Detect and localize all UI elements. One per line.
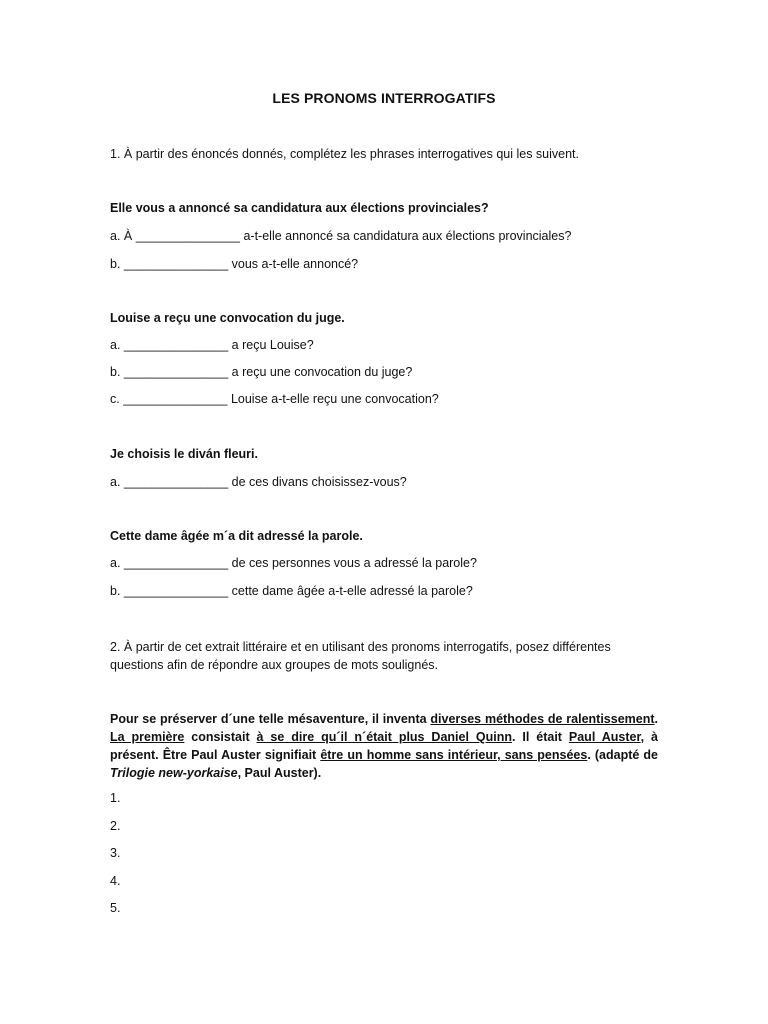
question-item: a. À _______________ a-t-elle annoncé sa candidatura aux élections provinciales? — [110, 229, 572, 243]
book-title: Trilogie new-yorkaise — [110, 766, 238, 780]
answer-number: 4. — [110, 874, 121, 888]
passage-text: . — [654, 712, 658, 726]
question-item: b. _______________ cette dame âgée a-t-elle adressé la parole? — [110, 584, 473, 598]
question-item: b. _______________ a reçu une convocation du juge? — [110, 365, 413, 379]
underlined-group: La première — [110, 730, 185, 744]
statement-3: Je choisis le diván fleuri. — [110, 447, 258, 461]
answer-number: 2. — [110, 819, 121, 833]
statement-2: Louise a reçu une convocation du juge. — [110, 311, 345, 325]
passage-text: . Il était — [511, 730, 569, 744]
answer-number: 5. — [110, 901, 121, 915]
passage-text: . (adapté de — [587, 748, 658, 762]
passage-text: consistait — [184, 730, 257, 744]
question-item: a. _______________ a reçu Louise? — [110, 338, 314, 352]
statement-1: Elle vous a annoncé sa candidatura aux élections provinciales? — [110, 201, 489, 215]
answer-number: 3. — [110, 846, 121, 860]
underlined-group: être un homme sans intérieur, sans pensées — [320, 748, 588, 762]
passage-text: , à présent. Être Paul Auster signifiait — [110, 730, 659, 762]
underlined-group: à se dire qu´il n´était plus Daniel Quinn — [256, 730, 512, 744]
question-item: b. _______________ vous a-t-elle annoncé? — [110, 257, 359, 271]
statement-4: Cette dame âgée m´a dit adressé la parole. — [110, 529, 363, 543]
answer-number: 1. — [110, 791, 121, 805]
passage-text: Pour se préserver d´une telle mésaventure, il inventa — [110, 712, 431, 726]
question-item: a. _______________ de ces divans choisissez-vous? — [110, 475, 407, 489]
passage-text: , Paul Auster). — [237, 766, 322, 780]
exercise2-instruction: 2. À partir de cet extrait littéraire et en utilisant des pronoms interrogatifs, posez différentes questions afin de répondre aux groupes de mots soulignés. — [110, 640, 611, 672]
question-item: a. _______________ de ces personnes vous a adressé la parole? — [110, 556, 477, 570]
underlined-group: diverses méthodes de ralentissement — [430, 712, 655, 726]
exercise1-instruction: 1. À partir des énoncés donnés, complétez les phrases interrogatives qui les suivent. — [110, 147, 580, 161]
literary-passage — [110, 710, 658, 782]
underlined-group: Paul Auster — [568, 730, 641, 744]
page-title: LES PRONOMS INTERROGATIFS — [272, 90, 496, 106]
question-item: c. _______________ Louise a-t-elle reçu une convocation? — [110, 392, 439, 406]
